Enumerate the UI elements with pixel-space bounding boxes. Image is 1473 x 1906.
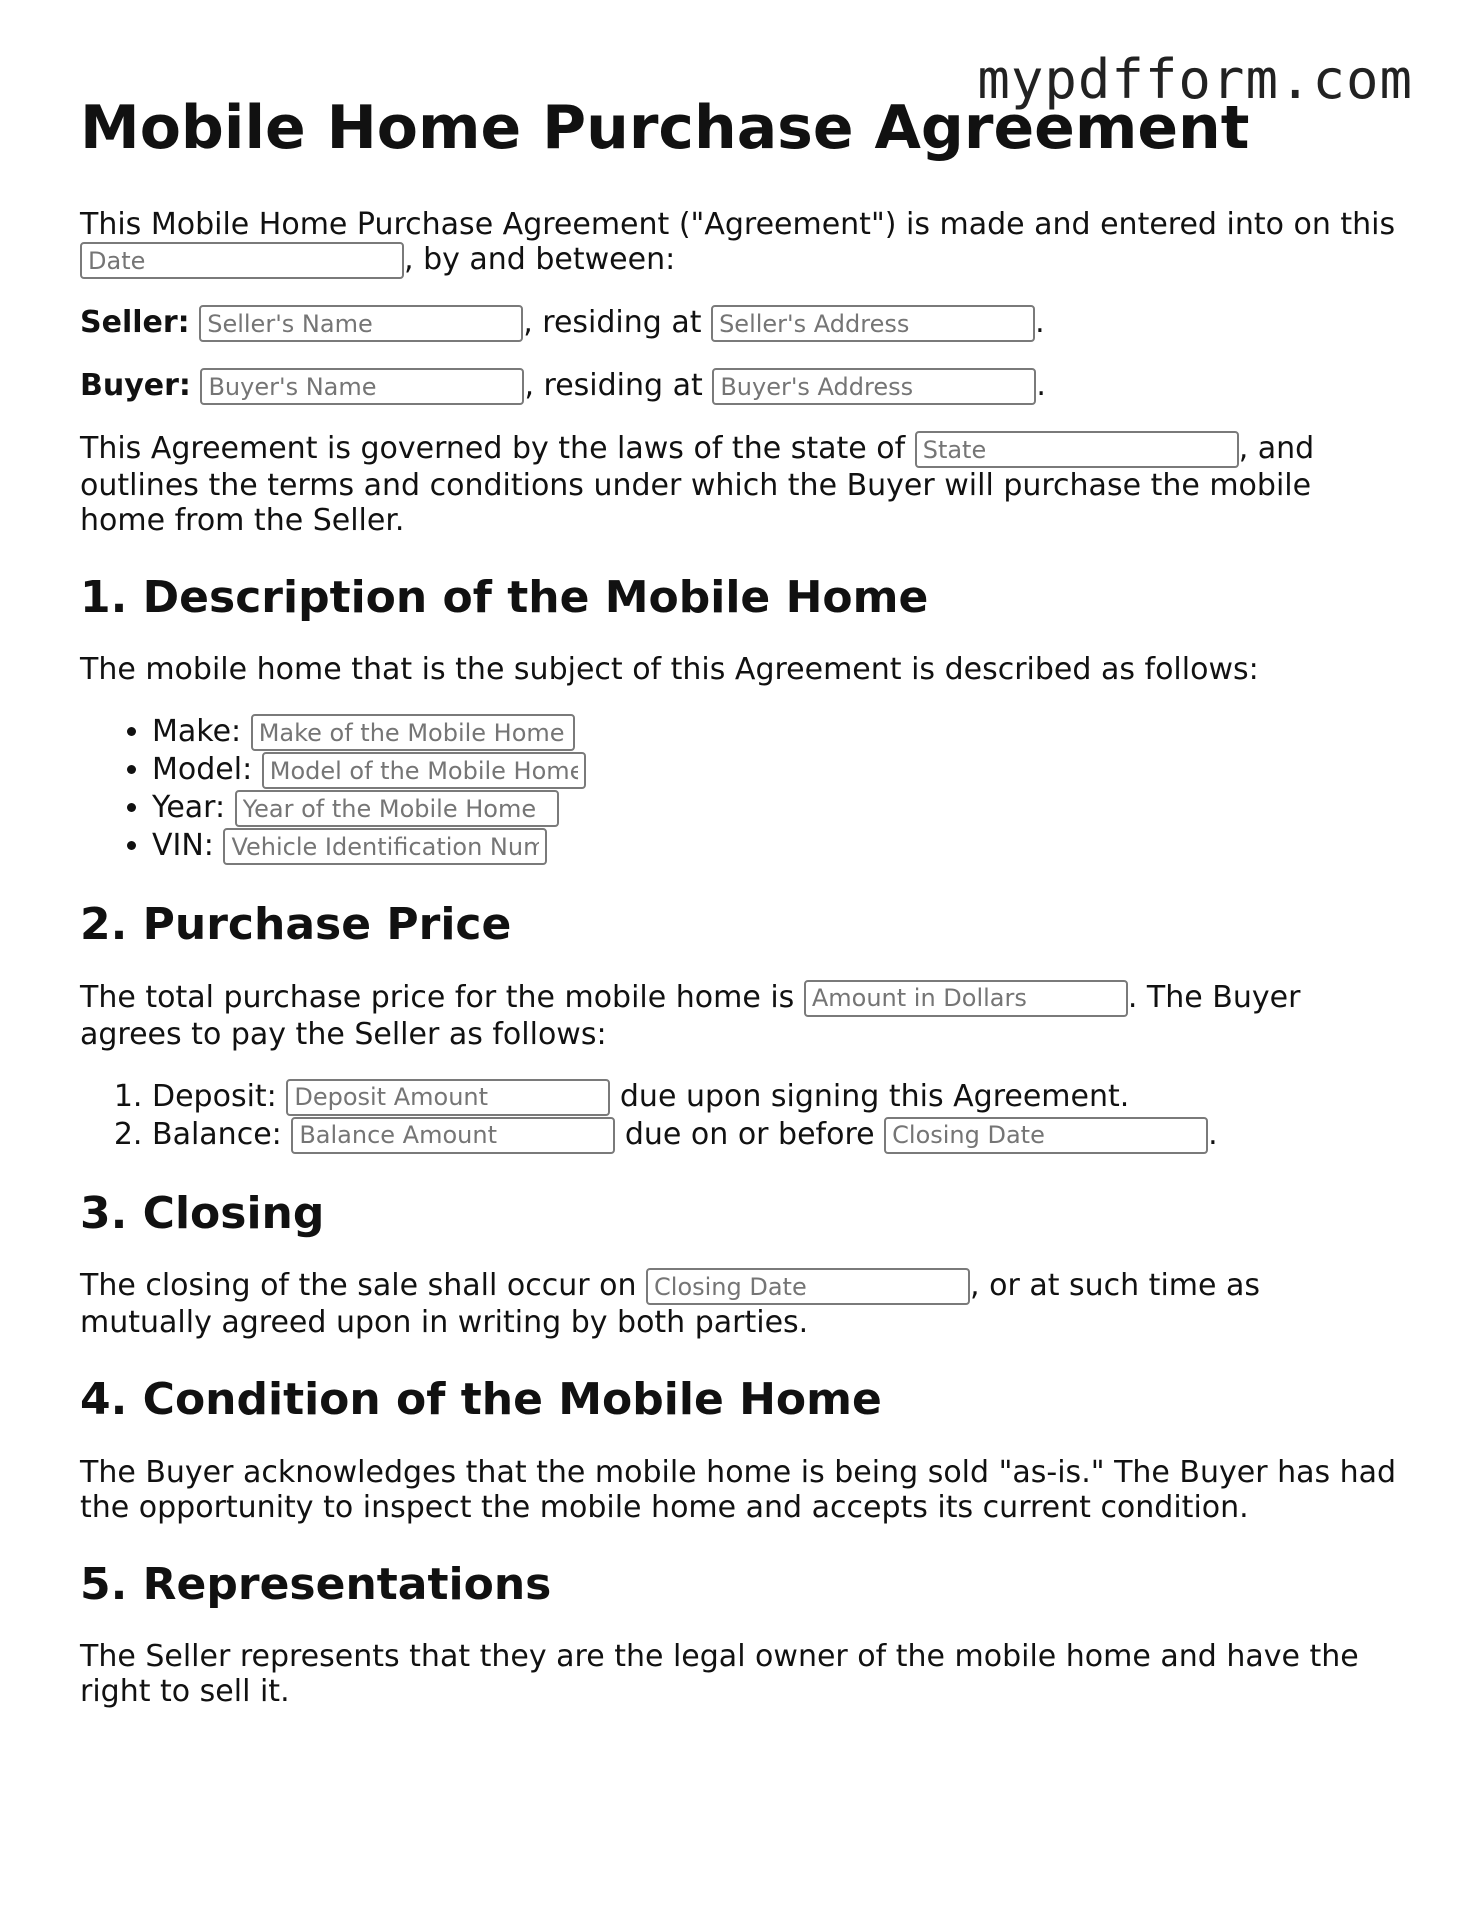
balance-field[interactable]: [291, 1117, 615, 1154]
purchase-price-paragraph: [80, 980, 1400, 1052]
balance-text: due on or before: [624, 1116, 875, 1152]
document-title: Mobile Home Purchase Agreement: [80, 93, 1250, 163]
list-item: [152, 713, 1400, 751]
buyer-label: Buyer:: [80, 368, 191, 403]
balance-end: .: [1208, 1116, 1218, 1152]
seller-address-field[interactable]: [711, 305, 1035, 342]
section1-text: The mobile home that is the subject of this Agreement is described as follows:: [80, 652, 1259, 688]
state-field[interactable]: [915, 431, 1239, 468]
seller-label: Seller:: [80, 305, 190, 340]
list-item: [152, 1116, 1400, 1154]
document-page: [80, 95, 1400, 1735]
model-field[interactable]: [262, 752, 586, 789]
balance-label: Balance:: [152, 1116, 282, 1152]
list-item: [152, 789, 1400, 827]
deposit-field[interactable]: [286, 1079, 610, 1116]
deposit-label: Deposit:: [152, 1078, 277, 1114]
purchase-price-text: The total purchase price for the mobile home is: [80, 979, 795, 1015]
representations-paragraph: The Seller represents that they are the legal owner of the mobile home and have the right to sell it.: [80, 1638, 1359, 1709]
vin-field[interactable]: [223, 828, 547, 865]
balance-closing-date-field[interactable]: [884, 1117, 1208, 1154]
closing-date-field[interactable]: [646, 1268, 970, 1305]
seller-residing-text: , residing at: [523, 305, 702, 340]
section5-heading: 5. Representations: [80, 1558, 552, 1610]
list-item: [152, 827, 1400, 865]
closing-text: The closing of the sale shall occur on: [80, 1268, 637, 1304]
make-field[interactable]: [251, 714, 575, 751]
mobile-home-details-list: [80, 713, 1400, 865]
section4-heading: 4. Condition of the Mobile Home: [80, 1374, 882, 1426]
condition-paragraph: The Buyer acknowledges that the mobile home is being sold "as-is." The Buyer has had the opportunity to inspect the mobile home and accepts its current condition.: [80, 1454, 1397, 1525]
governing-text: This Agreement is governed by the laws of the state of: [80, 431, 906, 466]
section3-heading: 3. Closing: [80, 1187, 325, 1239]
year-field[interactable]: [235, 790, 559, 827]
year-label: Year:: [152, 790, 226, 826]
section1-heading: 1. Description of the Mobile Home: [80, 572, 929, 623]
buyer-end: .: [1036, 368, 1046, 403]
deposit-text: due upon signing this Agreement.: [619, 1078, 1130, 1114]
make-label: Make:: [152, 714, 242, 750]
seller-name-field[interactable]: [199, 305, 523, 342]
seller-line: [80, 305, 1400, 342]
intro-text-after: , by and between:: [404, 242, 676, 277]
buyer-line: [80, 368, 1400, 405]
governing-text-after: , and outlines the terms and conditions under which the Buyer will purchase the mobile home from the Seller.: [80, 431, 1315, 538]
date-field[interactable]: [80, 242, 404, 279]
intro-text: This Mobile Home Purchase Agreement ("Agreement") is made and entered into on this: [80, 207, 1396, 242]
list-item: [152, 751, 1400, 789]
model-label: Model:: [152, 752, 253, 788]
watermark: mypdfform.com: [977, 48, 1413, 111]
buyer-name-field[interactable]: [200, 368, 524, 405]
seller-end: .: [1035, 305, 1045, 340]
governing-paragraph: [80, 431, 1400, 538]
list-item: [152, 1078, 1400, 1116]
closing-paragraph: [80, 1268, 1400, 1340]
buyer-address-field[interactable]: [712, 368, 1036, 405]
vin-label: VIN:: [152, 828, 214, 864]
intro-paragraph: [80, 207, 1400, 279]
purchase-price-text-after: . The Buyer agrees to pay the Seller as follows:: [80, 979, 1301, 1052]
section2-heading: 2. Purchase Price: [80, 899, 512, 951]
amount-field[interactable]: [804, 980, 1128, 1017]
payment-list: [80, 1078, 1400, 1154]
closing-text-after: , or at such time as mutually agreed upon in writing by both parties.: [80, 1268, 1261, 1341]
buyer-residing-text: , residing at: [524, 368, 703, 403]
